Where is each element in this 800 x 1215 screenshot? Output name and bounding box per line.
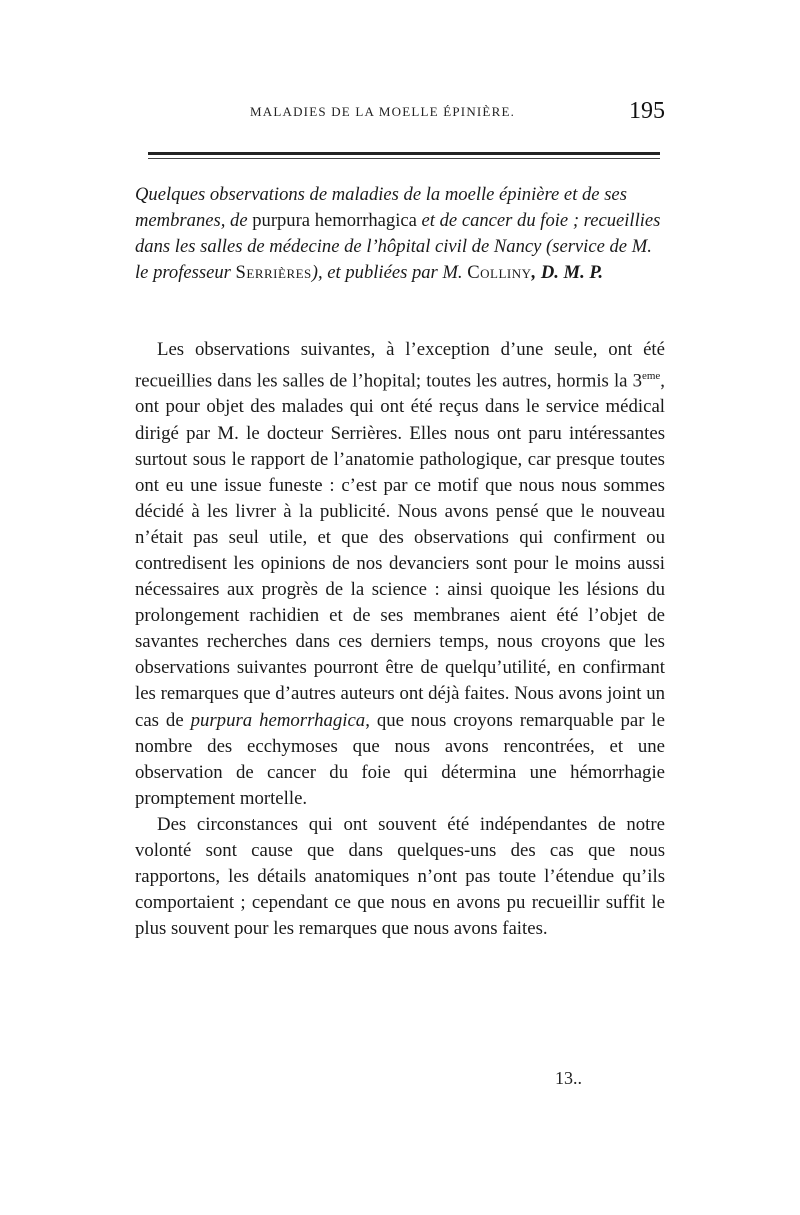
heading-part5: , D. M. P. — [531, 262, 603, 283]
signature-mark: 13.. — [555, 1068, 582, 1088]
p1-italic-purpura: purpura hemorrhagica — [190, 709, 366, 731]
paragraph-2: Des circonstances qui ont souvent été indépendantes de notre volonté sont cause que dans quelques-uns des cas que nous rapportons, les détails anatomiques n’ont pas toute l’étendue qu’ils comportaient ; cependant ce que nous en avons pu recueillir suffit le plus souvent pour les remarques que nous avons faites. — [135, 813, 665, 940]
p1-text-c: , que nous croyons remarquable par le nombre des ecchymoses que nous avons rencontrées, et une observation de cancer du foie qui détermina une hémorrhagie promptement mortelle. — [135, 709, 665, 809]
running-title: MALADIES DE LA MOELLE ÉPINIÈRE. — [250, 104, 516, 119]
heading-name-colliny: Colliny — [467, 262, 532, 283]
body-text — [135, 337, 665, 942]
heading-part4: ), et publiées par M. — [311, 262, 468, 283]
paragraph-1 — [135, 337, 665, 812]
heading-part3: et de cancer du foie ; recueillies dans les salles de médecine de l’hôpital civil de Nancy (service de M. le professeur — [135, 210, 661, 283]
page-number: 195 — [629, 98, 665, 124]
heading-purpura: purpura hemorrhagica — [252, 210, 417, 231]
heading-part1: Quelques observations de maladies de la moelle épinière et de ses membranes, de — [135, 184, 627, 231]
p1-text-a: Les observations suivantes, à l’exception d’une seule, ont été recueillies dans les salles de l’hopital; toutes les autres, hormis la 3 — [135, 339, 665, 392]
p1-superscript: eme — [641, 370, 661, 383]
article-heading — [135, 182, 665, 286]
heading-name-serrieres: Serrières — [235, 262, 312, 283]
header-rule-thin — [148, 158, 660, 159]
running-head — [140, 98, 665, 128]
p1-text-b: , ont pour objet des malades qui ont été reçus dans le service médical dirigé par M. le docteur Serrières. Elles nous ont paru intéressantes surtout sous le rapport de l’anatomie pathologique, car presque toutes ont eu une issue funeste : c’est par ce motif que nous nous sommes décidé à les livrer à la publicité. Nous avons pensé que le nouveau n’était pas seul utile, et que des observations qui confirment ou contredisent les opinions de nos devanciers sont pour le moins aussi nécessaires aux progrès de la science : ainsi quoique les lésions du prolongement rachidien et de ses membranes aient été l’objet de savantes recherches dans ces derniers temps, nous croyons que les observations suivantes pourront être de quelqu’utilité, en confirmant les remarques que d’autres auteurs ont déjà faites. Nous avons joint un cas de — [135, 370, 665, 731]
header-rule — [148, 152, 660, 155]
